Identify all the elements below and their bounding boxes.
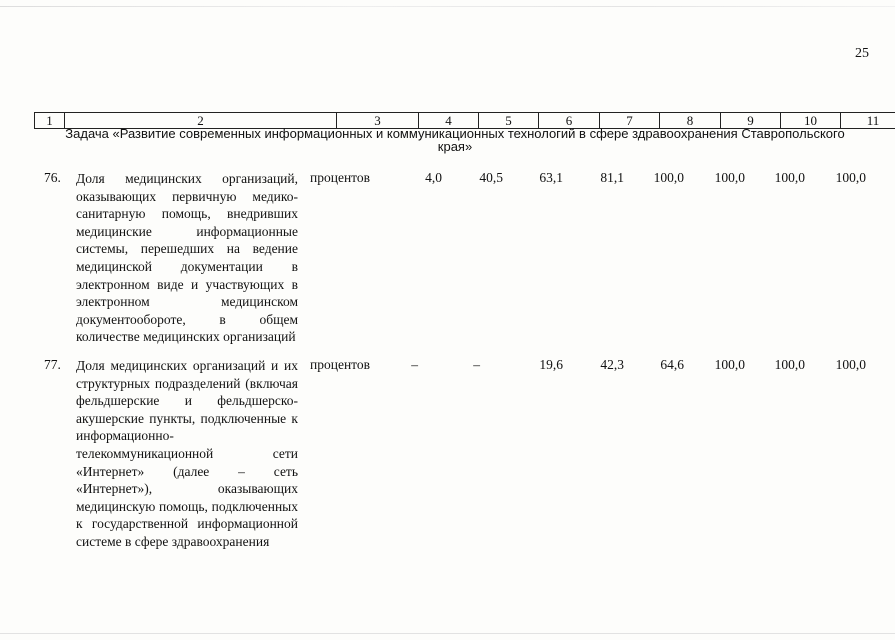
column-header-cell: 11 [841, 113, 895, 129]
value-cell: 19,6 [539, 357, 563, 372]
row-unit: процентов [310, 170, 371, 185]
column-header-cell: 5 [479, 113, 539, 129]
column-header-cell: 2 [65, 113, 337, 129]
value-cell: 100,0 [774, 170, 805, 185]
value-cell: 63,1 [539, 170, 563, 185]
row-description: Доля медицинских организаций и их структурных подразделений (включая фельдшерские и фельдшерско-акушерские пункты, подключенные к информационно-телекоммуникационной сети «Интернет» (далее – сеть «Интернет»), оказывающих медицинскую помощь, подключенных к государственной информационной системе в сфере здравоохранения [76, 358, 298, 549]
column-header-cell: 8 [660, 113, 721, 129]
value-cell: 100,0 [835, 357, 866, 372]
value-cell: 100,0 [653, 170, 684, 185]
column-header-cell: 4 [419, 113, 479, 129]
scan-edge-top [0, 6, 895, 7]
value-cell: 64,6 [660, 357, 684, 372]
column-header-cell: 1 [35, 113, 65, 129]
value-cell: 40,5 [479, 170, 503, 185]
value-cell: 42,3 [600, 357, 624, 372]
value-cell: 100,0 [714, 357, 745, 372]
row-number: 77. [44, 357, 61, 372]
value-cell: 100,0 [714, 170, 745, 185]
column-header-cell: 10 [781, 113, 841, 129]
row-unit: процентов [310, 357, 371, 372]
value-cell: – [473, 357, 480, 372]
column-header-cell: 6 [539, 113, 600, 129]
row-number: 76. [44, 170, 61, 185]
row-description: Доля медицинских организаций, оказывающих первичную медико-санитарную помощь, внедривших медицинские информационные системы, перешедших на ведение медицинской документации в электронном виде и участвующих в электронном медицинском документообороте, в общем количестве медицинских организаций [76, 171, 298, 345]
page-number: 25 [855, 46, 869, 61]
value-cell: 81,1 [600, 170, 624, 185]
task-title: Задача «Развитие современных информационных и коммуникационных технологий в сфере здравоохранения Ставропольского края» [65, 126, 845, 154]
value-cell: 100,0 [774, 357, 805, 372]
column-header-cell: 9 [721, 113, 781, 129]
column-header-cell: 7 [600, 113, 660, 129]
scan-edge-bottom [0, 633, 895, 634]
value-cell: – [411, 357, 418, 372]
value-cell: 100,0 [835, 170, 866, 185]
column-header-cell: 3 [337, 113, 419, 129]
value-cell: 4,0 [425, 170, 442, 185]
